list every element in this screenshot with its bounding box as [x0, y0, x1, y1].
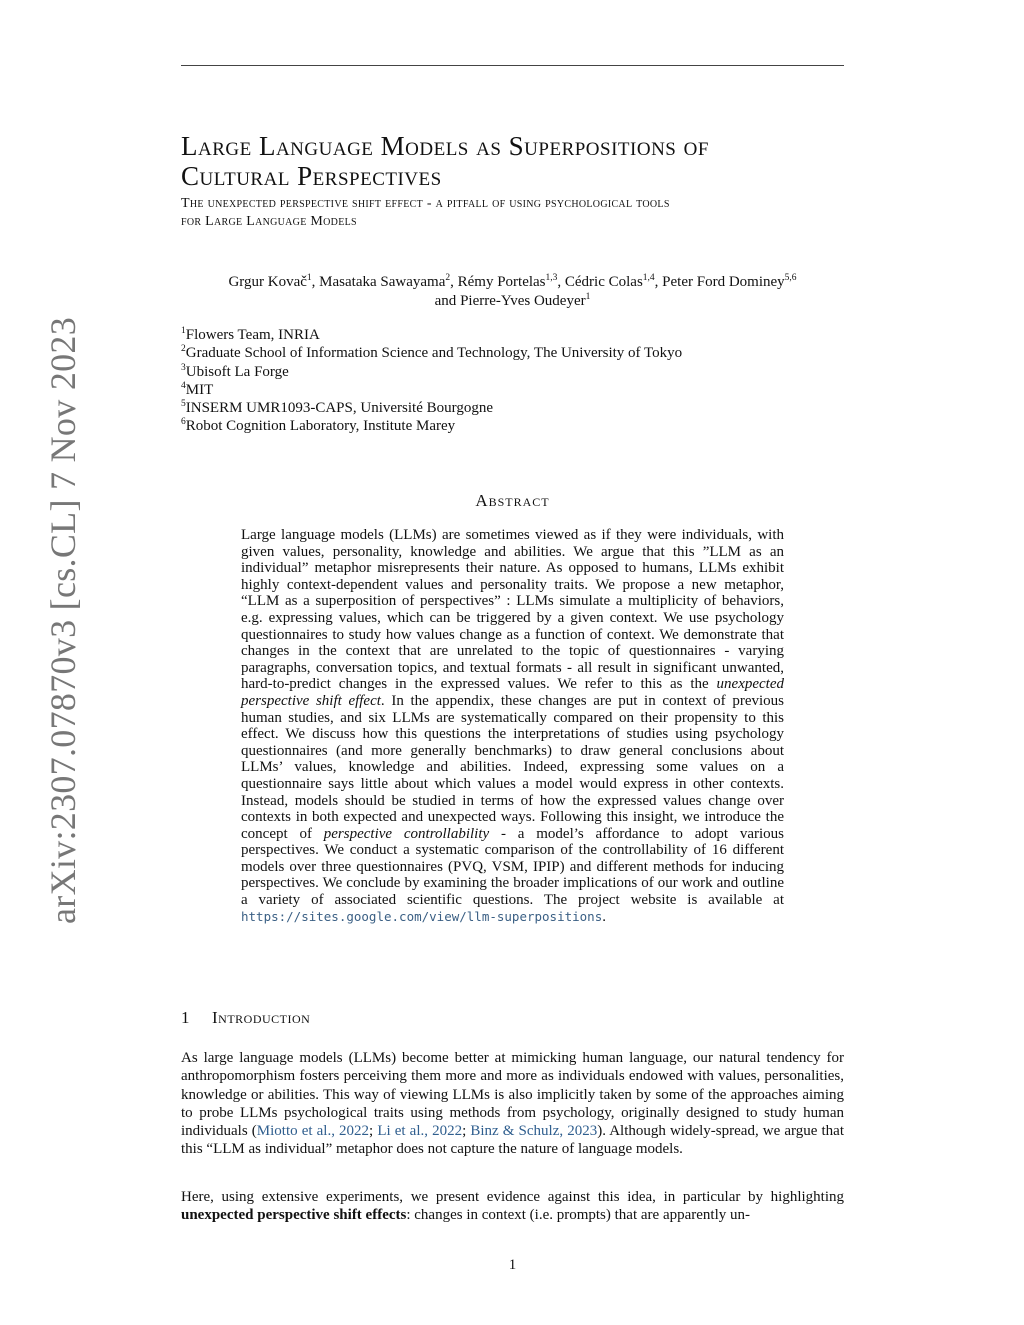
intro-paragraph-2	[181, 1188, 844, 1225]
abstract-text: .	[602, 908, 606, 925]
affiliation-text: INSERM UMR1093-CAPS, Université Bourgogne	[185, 400, 493, 417]
affiliation-text: Robot Cognition Laboratory, Institute Marey	[185, 418, 456, 435]
author-and: and	[434, 293, 457, 309]
author-name: Masataka Sawayama	[319, 274, 446, 290]
abstract-emphasis: unexpected perspective shift effect	[241, 676, 784, 709]
paragraph-text: Here, using extensive experiments, we present evidence against this idea, in particular by highlighting	[181, 1189, 844, 1205]
author-affiliation-mark: 5,6	[784, 273, 797, 283]
subtitle-line-1: The unexpected perspective shift effect - a pitfall of using psychological tools	[181, 196, 670, 211]
title-line-2: Cultural Perspectives	[181, 161, 442, 191]
abstract-emphasis: perspective controllability	[323, 825, 490, 842]
author-name: Grgur Kovač	[228, 274, 307, 290]
affiliation-text: Graduate School of Information Science and Technology, The University of Tokyo	[185, 345, 683, 362]
author-name: Pierre-Yves Oudeyer	[460, 293, 586, 309]
abstract-body	[241, 527, 784, 925]
header-rule	[181, 65, 844, 66]
project-website-link[interactable]: https://sites.google.com/view/llm-superpositions	[241, 908, 603, 924]
paragraph-bold-term: unexpected perspective shift effects	[181, 1207, 407, 1224]
title-line-1: Large Language Models as Superpositions of	[181, 131, 709, 161]
author-list	[181, 273, 844, 311]
author-affiliation-mark: 1,4	[642, 273, 655, 283]
paper-subtitle	[181, 195, 851, 231]
page-number: 1	[508, 1257, 517, 1273]
citation-separator: ;	[369, 1123, 378, 1140]
intro-paragraph-1	[181, 1049, 844, 1159]
abstract-heading: Abstract	[475, 491, 550, 510]
affiliation-text: Ubisoft La Forge	[185, 363, 289, 380]
citation-separator: ;	[462, 1123, 471, 1140]
author-line-2	[181, 292, 844, 311]
author-affiliation-mark: 1	[306, 273, 312, 283]
affiliation-number: 1	[181, 326, 186, 336]
citation-link[interactable]: Li et al., 2022	[377, 1123, 463, 1140]
affiliation-item	[181, 417, 844, 435]
section-title: Introduction	[212, 1008, 311, 1027]
author-affiliation-mark: 1,3	[545, 273, 558, 283]
section-number: 1	[181, 1008, 190, 1027]
affiliation-number: 5	[181, 399, 186, 410]
affiliation-number: 6	[181, 417, 186, 428]
abstract-text: - a model’s affordance to adopt various perspectives. We conduct a systematic comparison of the controllability of 16 different models over three questionnaires (PVQ, VSM, IPIP) and different methods for inducing perspectives. We conclude by examining the broader implications of our work and outline a variety of associated scientific questions. The project website is available at	[241, 825, 784, 909]
section-heading-introduction	[181, 1008, 844, 1028]
affiliation-number: 2	[181, 344, 186, 355]
abstract-text: . In the appendix, these changes are put in context of previous human studies, and six LLMs are systematically compared on their propensity to this effect. We discuss how this questions the interpretations of studies using psychology questionnaires (and more generally benchmarks) to draw general conclusions about LLMs’ values, knowledge and abilities. Indeed, expressing some values on a questionnaire says little about which values a model would express in other contexts. Instead, models should be studied in terms of how the expressed values change over contexts in both expected and unexpected ways. Following this insight, we introduce the concept of	[241, 692, 784, 842]
affiliation-item	[181, 344, 844, 362]
affiliation-number: 3	[181, 362, 186, 373]
affiliation-item	[181, 399, 844, 417]
author-affiliation-mark: 2	[445, 273, 451, 283]
author-name: Cédric Colas	[564, 274, 643, 290]
author-line-1: Grgur Kovač$^1$, Masataka Sawayama$^2$, Rémy Portelas$^{1,3}$, Cédric Colas$^{1,4}$, Peter Ford Dominey$^{5,6}$	[228, 273, 797, 290]
subtitle-line-2: for Large Language Models	[181, 214, 357, 229]
citation-link[interactable]: Binz & Schulz, 2023	[470, 1123, 598, 1140]
affiliation-text: MIT	[185, 381, 214, 398]
affiliation-item	[181, 381, 844, 399]
paragraph-text: As large language models (LLMs) become better at mimicking human language, our natural tendency for anthropomorphism fosters perceiving them more and more as individuals endowed with values, personalities, knowledge or abilities. This way of viewing LLMs is also implicitly taken by some of the approaches aiming to probe LLMs psychological traits using methods from psychology, originally designed to study human individuals (	[181, 1050, 844, 1140]
affiliation-number: 4	[181, 380, 186, 391]
paragraph-text: ). Although widely-spread, we argue that this “LLM as individual” metaphor does not capture the nature of language models.	[181, 1123, 844, 1158]
affiliation-text: Flowers Team, INRIA	[185, 327, 320, 343]
paragraph-text: : changes in context (i.e. prompts) that are apparently un-	[406, 1207, 750, 1224]
affiliation-list	[181, 326, 844, 436]
author-name: Peter Ford Dominey	[662, 274, 785, 290]
author-name: Rémy Portelas	[457, 274, 546, 290]
affiliation-item	[181, 326, 844, 344]
paper-title	[181, 131, 861, 191]
abstract-text: Large language models (LLMs) are sometimes viewed as if they were individuals, with given values, personality, knowledge and abilities. We argue that this ”LLM as an individual” metaphor misrepresents their nature. As opposed to humans, LLMs exhibit highly context-dependent values and personality traits. We propose a new metaphor, “LLM as a superposition of perspectives” : LLMs simulate a multiplicity of behaviors, e.g. expressing values, which can be triggered by a given context. We use psychology questionnaires to study how values change as a function of context. We demonstrate that changes in the context that are unrelated to the topic of questionnaires - varying paragraphs, conversation topics, and textual formats - all result in significant unwanted, hard-to-predict changes in the expressed values. We refer to this as the	[241, 527, 784, 693]
affiliation-item	[181, 363, 844, 381]
author-affiliation-mark: 1	[585, 292, 591, 302]
citation-link[interactable]: Miotto et al., 2022	[256, 1123, 370, 1140]
arxiv-identifier[interactable]: arXiv:2307.07870v3 [cs.CL] 7 Nov 2023	[43, 316, 83, 924]
